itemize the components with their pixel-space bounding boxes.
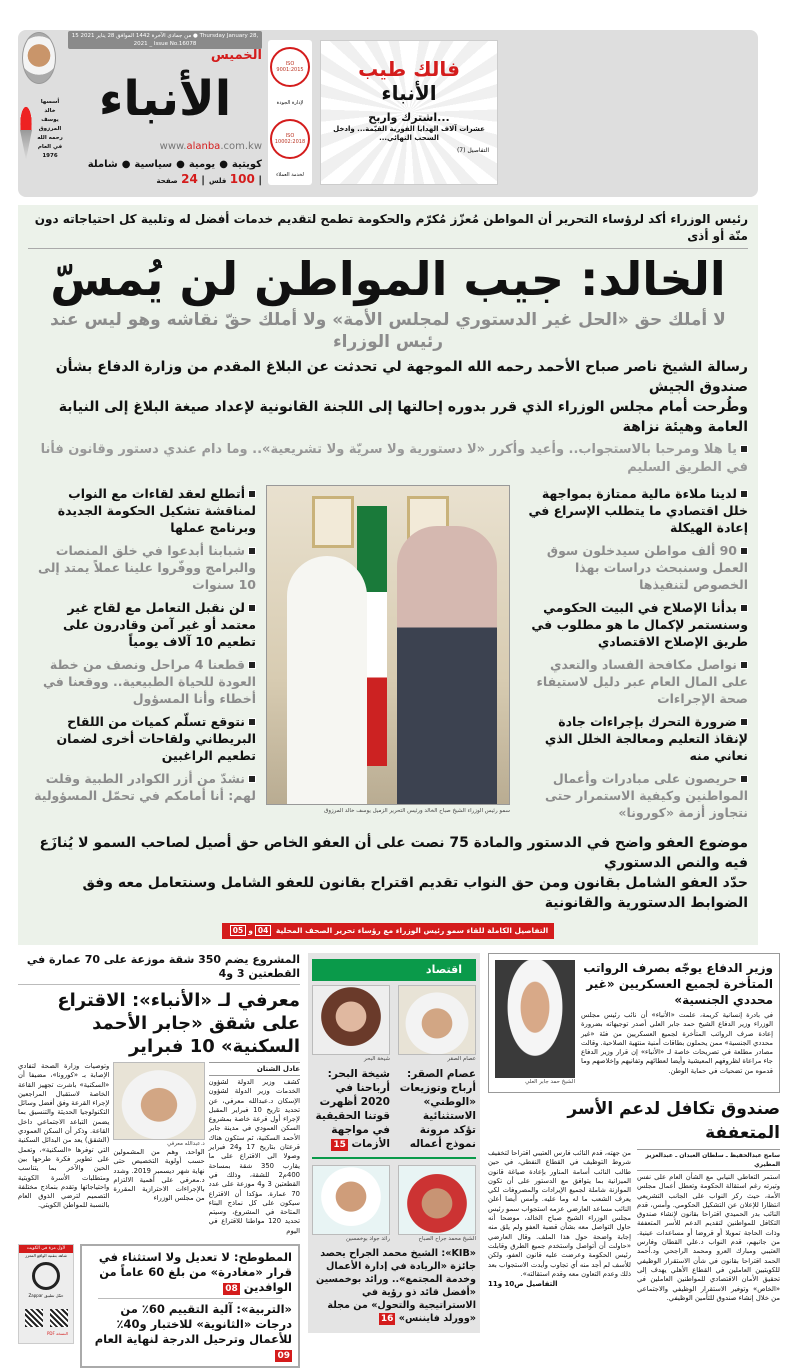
economy-headline[interactable]	[312, 1067, 390, 1151]
economy-section	[308, 953, 480, 1333]
memorial-line: المرزوق	[38, 126, 62, 132]
lead-bullet-top	[28, 441, 748, 477]
bullet-text: نواصل مكافحة الفساد والتعدي على المال العام عبر دليل لاستيفاء صحة الإجراءات	[536, 657, 748, 706]
economy-photos	[312, 985, 476, 1063]
lead-columns	[28, 485, 748, 827]
kib-headline[interactable]	[312, 1247, 476, 1325]
bullet-text: حريصون على مبادرات وأعمال المواطنين وكيفية الاستمرار حتى نتجاوز أزمة «كورونا»	[545, 771, 748, 820]
bullet-icon	[248, 718, 256, 726]
bullet-text: بدأنا الإصلاح في البيت الحكومي وسنستمر لإكمال ما هو مطلوب في طريق الإصلاح الاقتصادي	[531, 600, 748, 649]
lead-headline[interactable]: الخالد: جيب المواطن لن يُمسّ	[50, 252, 726, 306]
lead-deck	[28, 357, 748, 437]
iso-seal	[270, 119, 310, 159]
bullet-item	[520, 713, 748, 764]
right-bullets	[520, 485, 748, 827]
bullet-icon	[740, 547, 748, 555]
url-prefix: www.	[159, 141, 187, 152]
ad-sub: شاهد بتقنية الواقع المعزز	[25, 1253, 67, 1259]
lead-photo[interactable]	[266, 485, 510, 805]
page-unit: صفحة	[156, 177, 178, 185]
seal-text: ISO 9001:2015	[276, 60, 304, 73]
defense-body: في بادرة إنسانية كريمة، علمت «الأنباء» أن نائب رئيس مجلس الوزراء وزير الدفاع الشيخ حمد جابر العلي أصدر توجيهاته بضرورة إعادة صرف الرواتب المتأخرة لجميع العسكريين من فئة «غير محددي الجنسية» ممن يحملون بطاقات أمنية منتهية الصلاحية. وقالت مصادر مطلعة في تصريحات خاصة لـ «الأنباء» إن قرار وزير الدفاع جاء مراعاة لظروفهم المعيشية وأيضا لعطائهم وتفانيهم وإخلاصهم وما قدموه من تضحيات في حماية الوطن.	[581, 1011, 773, 1075]
memorial-line: 1976	[42, 153, 58, 159]
details-text: التفاصيل الكاملة للقاء سمو رئيس الوزراء مع رؤساء تحرير الصحف المحلية	[275, 926, 549, 935]
page-ref: 09	[277, 1351, 290, 1362]
details-tag[interactable]	[222, 923, 554, 939]
founder-portrait	[22, 32, 56, 84]
lead-subhead: لا أملك حق «الحل غير الدستوري لمجلس الأمة» ولا أملك حقّ نقاشه وهو ليس عند رئيس الوزراء	[50, 310, 726, 352]
bottom-line: حدّد العفو الشامل بقانون ومن حق النواب تقديم اقتراح بقانون للعفو الشامل وسنتعامل معه وفق الضوابط الدستورية والقانونية	[82, 875, 748, 911]
divider	[312, 1157, 476, 1159]
section-label: اقتصاد	[312, 959, 476, 981]
person-photo	[398, 985, 476, 1055]
bullet-icon	[740, 775, 748, 783]
briefs-box	[80, 1244, 300, 1368]
bullet-icon	[740, 490, 748, 498]
ar-app-ad[interactable]	[18, 1244, 74, 1344]
photo-caption: عصام الصقر	[447, 1056, 476, 1062]
photo-caption: رائد جواد بوخمسين	[345, 1236, 390, 1242]
bullet-item	[520, 485, 748, 536]
ad-top: لأول مرة في الكويت	[19, 1245, 73, 1253]
bullet-icon	[740, 718, 748, 726]
byline: عادل الشنان	[209, 1062, 300, 1076]
website-link[interactable]	[132, 140, 262, 154]
bullet-item	[28, 599, 256, 650]
iso-seals	[268, 40, 312, 185]
ad-pdf: النسخة PDF	[47, 1331, 68, 1337]
bullet-item	[28, 713, 256, 764]
bullet-item	[520, 542, 748, 593]
brief-text: «التربية»: آلية التقييم 60٪ من درجات «الثانوية» للاختبار و40٪ للأعمال وترحيل الدرجة لنهاية العام	[94, 1302, 292, 1347]
bullet-item	[28, 485, 256, 536]
bullet-text: أتطلع لعقد لقاءات مع النواب لمناقشة تشكيل الحكومة الجديدة وبرنامج عملها	[57, 486, 256, 535]
page-ref: 05	[230, 925, 246, 936]
qr-code[interactable]	[25, 1309, 43, 1327]
photo-caption: الشيخ محمد جراح الصباح	[418, 1236, 476, 1242]
portrait-frame	[312, 496, 354, 548]
briefs-row	[18, 1244, 300, 1368]
bullet-text: قطعنا 4 مراحل ونصف من خطة العودة للحياة الطبيعية.. ووقعنا في أخطاء وأنا المسؤول	[42, 657, 256, 706]
bullet-item	[28, 770, 256, 804]
takaful-col-2: من جهته، قدم النائب فارس العتيبي اقتراحا لتخفيف شروط التوظيف في القطاع النفطي، في حين طالب النائب أسامة المناور بإعادة صياغة قانون الميزانية بما يتوافق مع الدستور على أن تكون الموازنة شاملة لجميع الإيرادات والمصروفات لكي يعرف الشعب ما له وما عليه. وأمس أيضا أعلن النائب مساعد العارضي عزمه استجواب سمو رئيس مجلس الوزراء الشيخ صباح الخالد، موضحا أنه حاول التواصل معه بشأن قضية العفو ولم يلق منه إجابة واضحة حول هذا الملف. وقال العارضي «حاولت أن أتواصل واستخدم جميع الطرق وقابلت رئيس الحكومة وعرضت عليه قانون العفو، ولكن للأسف لم أجد منه أي تجاوب وأيدت الاستجواب بعد ذلك وعدم التعاون معه وقدم استقالته».	[488, 1149, 631, 1278]
housing-article	[18, 1062, 300, 1236]
bullet-icon	[740, 445, 748, 453]
url-suffix: .com.kw	[220, 141, 262, 152]
deck-line: وطُرحت أمام مجلس الوزراء الذي قرر بدوره إحالتها إلى اللجنة القانونية لإعداد صيغة البلاغ إلى النيابة العامة وهيئة نزاهة	[58, 399, 748, 435]
conjunction: و	[248, 926, 253, 935]
headline-text: «KIB»: الشيخ محمد الجراح يحصد جائزة «الريادة في إدارة الأعمال وخدمة المجتمع».. ورائد بوخمسين «أفضل قائد ذو رؤية في الاستراتيجية والتحول» من مجلة «وورلد فايننس»	[315, 1248, 476, 1324]
page-count: 24	[181, 172, 198, 186]
lead-bottom-text	[28, 833, 748, 913]
lead-strapline: رئيس الوزراء أكد لرؤساء التحرير أن المواطن مُعزّز مُكرّم والحكومة تطمح لتقديم خدمات أفضل له وتلبية كل احتياجاته دون منّة أو أذى	[28, 211, 748, 249]
bullet-text: نشدّ من أزر الكوادر الطبية وقلت لهم: أنا أمامكم في تحمّل المسؤولية	[34, 771, 256, 803]
brief-item[interactable]	[88, 1302, 292, 1362]
flame-icon	[18, 100, 34, 130]
tagline-word: شاملة	[87, 159, 118, 170]
bullet-text: نتوقع تسلّم كميات من اللقاح البريطاني ولقاحات أخرى لضمان تطعيم الراغبين	[56, 714, 256, 763]
bullet-text: يا هلا ومرحبا بالاستجواب.. وأعيد وأكرر «لا دستورية ولا سريّة ولا تشريعية».. وما دام عندي دستور وقانون فأنا في الطريق السليم	[40, 442, 748, 475]
photo-caption: الشيخ حمد جابر العلي	[525, 1079, 575, 1085]
dot-separator: ●	[121, 159, 131, 170]
bullet-icon	[248, 490, 256, 498]
bullet-icon	[248, 775, 256, 783]
deck-line: رسالة الشيخ ناصر صباح الأحمد رحمه الله الموجهة لي تحدثت عن البلاغ المقدم من وزارة الدفاع بشأن صندوق الجيش	[55, 359, 748, 395]
bullet-item	[28, 542, 256, 593]
housing-col-3: وتوصيات وزارة الصحة لتفادي الإصابة بـ «كورونا»، مضيفا أن «السكنية» باشرت تجهيز القاعة الخاصة لاستقبال المراجعين لإجراء القرعة وفق أفضل وسائل التكنولوجيا الحديثة والتنسيق بما يضمن التباعد الاجتماعي داخل القاعة. وذكر أن السكن العمودي (الشقق) يعد من البدائل السكنية التي توفرها «السكنية»، وتعمل على تطوير فكرة طرحها بين الحين والآخر بما يتناسب ومتطلبات الأسرة الكويتية واحتياجاتها وتقدم بنماذج مختلفة التصميم لترضي الذوق العام بالنسبة للمواطن الكويتي.	[18, 1062, 110, 1210]
bullet-icon	[248, 661, 256, 669]
maarafi-photo	[113, 1062, 204, 1140]
housing-col-2: الواحد، وهم من المشمولين حسب أولوية التخصيص حتى نهاية شهر ديسمبر 2019. وشدد د.معرفي على أهمية الالتزام بالإجراءات الاحترازية المقررة من مجلس الوزراء	[113, 1148, 205, 1203]
housing-area	[18, 953, 300, 1368]
photo-cell	[398, 1165, 476, 1243]
tagline	[68, 158, 262, 188]
ad-app: حمّل تطبيق Zappar	[28, 1293, 64, 1299]
photo-cell	[398, 985, 476, 1063]
lead-photo-block	[266, 485, 510, 827]
bullet-icon	[248, 604, 256, 612]
ad-cta: اشترك واربح...	[368, 111, 450, 124]
byline: سامح عبدالحفيظ ـ سلطان العبدان ـ عبدالعزيز المطيري	[637, 1149, 780, 1171]
housing-col-1-wrap	[209, 1062, 300, 1236]
page-ref: 08	[225, 1284, 238, 1295]
photo-cell	[312, 1165, 390, 1243]
ad-details: التفاصيل (7)	[456, 147, 489, 154]
divider	[98, 1298, 282, 1299]
qr-code[interactable]	[50, 1309, 68, 1327]
memorial-line: رحمه الله	[37, 135, 63, 141]
tagline-word: يومية	[188, 159, 216, 170]
headline-text: شيخة البحر: أرباحنا في 2020 أظهرت قوتنا الحقيقية في مواجهة الأزمات	[315, 1068, 390, 1150]
price-unit: فلس	[208, 177, 227, 185]
photo-caption: د.عبدالله معرفي	[167, 1141, 205, 1147]
seal-text: ISO 10002:2018	[274, 133, 306, 146]
url-brand: alanba	[186, 141, 221, 152]
memorial-line: خالد يوسف	[41, 108, 59, 123]
kib-photos	[312, 1165, 476, 1243]
economy-headlines	[312, 1067, 476, 1151]
page-ref: 16	[380, 1314, 394, 1324]
pages-group: | 24 صفحة	[156, 172, 205, 186]
bullet-item	[28, 656, 256, 707]
masthead-area	[0, 0, 800, 200]
dot-separator: ●	[219, 159, 228, 170]
bullet-item	[520, 656, 748, 707]
seal-caption: لخدمة العملاء	[276, 172, 304, 179]
newspaper-logo: الأنباء	[98, 71, 232, 127]
hamad-photo	[495, 960, 575, 1078]
lead-story	[18, 205, 758, 945]
housing-col-1: كشف وزير الدولة لشؤون الخدمات وزير الدولة لشؤون الإسكان د.عبدالله معرفي، عن تحديد تاريخ 10 فبراير المقبل لإجراء أول قرعة خاصة بمشروع السكن العمودي في مدينة جابر الأحمد السكنية، ثم ستكون هناك قرعتان بتاريخ 17 و24 فبراير وصولا الى الاقتراع على ما يقارب 350 شقة بمساحة 400م2 للشقة، وذلك في القطعتين 3 و4 موزعة على عدد 70 عمارة. مؤكدا أن الاقتراع سيكون على كل نماذج البناء المتاحة في المشروع، وسيتم تحديد 120 مواطنا للاقتراع في اليوم	[208, 1078, 301, 1235]
details-link[interactable]: التفاصيل ص10 و11	[488, 1280, 558, 1289]
bullet-text: ضرورة التحرك بإجراءات جادة لإنقاذ التعليم ومعالجة الخلل الذي نعاني منه	[544, 714, 748, 763]
left-bullets	[28, 485, 256, 827]
founder-memorial	[36, 98, 64, 161]
brief-text: المطوطح: لا تعديل ولا استثناء في قرار «مغادرة» من بلغ 60 عاماً من الوافدين	[98, 1250, 292, 1295]
takaful-columns	[488, 1149, 780, 1303]
price-group: | 100 فلس	[208, 172, 262, 186]
bottom-section	[18, 953, 782, 1368]
photo-caption: سمو رئيس الوزراء الشيخ صباح الخالد ورئيس التحرير الزميل يوسف خالد المرزوق	[324, 808, 510, 814]
bullet-text: شبابنا أبدعوا في خلق المنصات والبرامج ووفّروا علينا عملاً يمتد إلى 10 سنوات	[38, 543, 256, 592]
page-ref: 15	[333, 1140, 346, 1150]
bottom-line: موضوع العفو واضح في الدستور والمادة 75 نصت على أن العفو الخاص حق أصيل لصاحب السمو لا يُنازَع فيه والنص الدستوري	[39, 835, 748, 871]
seal-caption: لإدارة الجودة	[276, 99, 304, 106]
right-area	[488, 953, 780, 1303]
bullet-text: لدينا ملاءة مالية ممتازة بمواجهة خلل اقتصادي ما يتطلب الإسراع في إعادة الهيكلة	[528, 486, 748, 535]
ad-logo: الأنباء	[381, 81, 437, 105]
page-ref: 04	[255, 925, 271, 936]
iso-seal	[270, 47, 310, 87]
defense-headline[interactable]: وزير الدفاع يوجّه بصرف الرواتب المتأخرة لجميع العسكريين «غير محددي الجنسية»	[583, 961, 773, 1007]
person-photo	[398, 1165, 476, 1235]
person-figure	[287, 556, 367, 805]
photo-caption: شيخة البحر	[364, 1056, 390, 1062]
bullet-item	[520, 770, 748, 821]
takaful-headline[interactable]: صندوق تكافل لدعم الأسر المتعففة	[567, 1099, 780, 1143]
price: 100	[229, 172, 255, 186]
bullet-text: 90 ألف مواطن سيدخلون سوق العمل وسنبحث دراسات بهذا الخصوص لتنفيذها	[546, 543, 748, 592]
person-photo	[312, 1165, 390, 1235]
housing-strapline: المشروع يضم 350 شقة موزعة على 70 عمارة في القطعتين 3 و4	[18, 953, 300, 985]
takaful-col-2-wrap	[488, 1149, 631, 1303]
defense-story	[488, 953, 780, 1093]
tagline-word: كويتية	[231, 159, 262, 170]
takaful-col-1-wrap	[637, 1149, 780, 1303]
person-figure	[397, 526, 497, 805]
takaful-col-1: استمر التعاطي النيابي مع الشأن العام على نفس وتيرته رغم استقالة الحكومة وتعطل أعمال مجلس الأمة، حيث ركز النواب على الجانب التشريعي انتظارا للإعلان عن التشكيل الحكومي. وأمس، قدم النائب بدر الحميدي اقتراحا بقانون لإنشاء صندوق التكافل للمواطنين لتقديم الدعم للأسر المتعففة وذات الحاجة تمويلا أو قروضا أو مساعدات عينية. من جانبهم، قدم النواب د.علي القطان وفارس العتيبي ومبارك العرو ومحمد الراجحي ود.أحمد الحمد اقتراحا بقانون في شأن الاستقرار الوظيفي للكويتيين العاملين في القطاع الأهلي يهدف إلى تحقيق الأمان الاقتصادي للمواطنين العاملين في «الخاص» وتوفير الاستقرار الوظيفي والاجتماعي من خلال إنشاء صندوق للتأمين الوظيفي.	[637, 1173, 780, 1302]
bullet-icon	[248, 547, 256, 555]
dot-separator: ●	[176, 159, 185, 170]
bullet-item	[520, 599, 748, 650]
details-wrap	[28, 918, 748, 939]
person-photo	[312, 985, 390, 1055]
housing-headline[interactable]: معرفي لـ «الأنباء»: الاقتراع على شقق «جابر الأحمد السكنية» 10 فبراير	[57, 990, 300, 1057]
weekday: الخميس	[210, 48, 262, 63]
date-line: 15 من جمادى الآخرة 1442 الموافق 28 يناير 2021 ● Thursday January 28, 2021 _ Issue No.16078	[68, 31, 262, 49]
defense-photo-block	[495, 960, 575, 1086]
bullet-icon	[740, 604, 748, 612]
ad-title: فالك طيب	[358, 57, 460, 81]
defense-text	[581, 960, 773, 1086]
memorial-line: أسسها	[40, 99, 60, 105]
brief-item[interactable]	[88, 1250, 292, 1295]
housing-col-2-wrap	[113, 1062, 204, 1236]
zappar-icon	[32, 1262, 60, 1290]
bullet-text: لن نقبل التعامل مع لقاح غير معتمد أو غير آمن وقادرون على تطعيم 10 آلاف يومياً	[63, 600, 256, 649]
ad-text: عشرات آلاف الهدايا الفورية القيّمة... وادخل السحب النهائي...	[333, 125, 485, 142]
economy-headline[interactable]: عصام الصقر: أرباح وتوزيعات «الوطني» الاستثنائية تؤكد مرونة نموذج أعماله	[399, 1068, 476, 1150]
memorial-line: في العام	[37, 144, 63, 150]
subscription-ad[interactable]	[320, 40, 498, 185]
tagline-word: سياسية	[134, 159, 173, 170]
photo-cell	[312, 985, 390, 1063]
bullet-icon	[740, 661, 748, 669]
